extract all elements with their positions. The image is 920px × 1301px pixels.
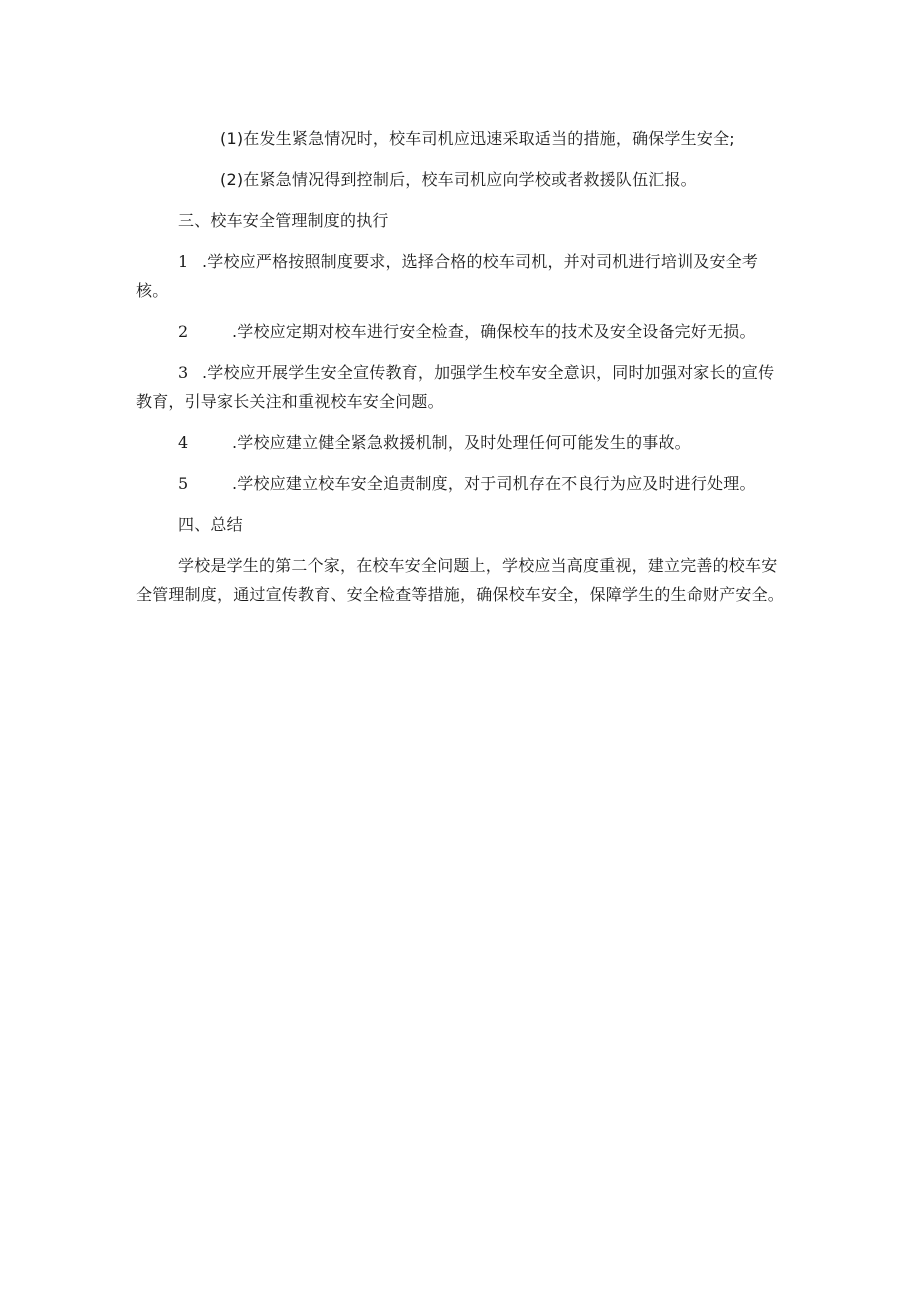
document-body	[136, 124, 784, 609]
list-item-1	[136, 247, 784, 305]
summary-paragraph: 学校是学生的第二个家，在校车安全问题上，学校应当高度重视，建立完善的校车安全管理制度，通过宣传教育、安全检查等措施，确保校车安全，保障学生的生命财产安全。	[136, 556, 785, 604]
list-item-text: .学校应建立健全紧急救援机制，及时处理任何可能发生的事故。	[232, 433, 691, 452]
list-item-number: 1	[178, 252, 189, 271]
list-item-number: 3	[178, 363, 189, 382]
sub-item-2	[136, 165, 784, 194]
list-item-2	[136, 317, 784, 346]
list-item-text: .学校应开展学生安全宣传教育，加强学生校车安全意识，同时加强对家长的宣传教育，引导家长关注和重视校车安全问题。	[136, 363, 775, 411]
list-item-3	[136, 358, 784, 416]
sub-item-marker: (1)	[220, 129, 244, 148]
list-item-text: .学校应严格按照制度要求，选择合格的校车司机，并对司机进行培训及安全考核。	[136, 252, 759, 300]
section-4-heading: 四、总结	[178, 515, 243, 534]
list-item-5	[136, 469, 784, 498]
list-item-number: 2	[178, 322, 189, 341]
sub-item-text: 在紧急情况得到控制后，校车司机应向学校或者救援队伍汇报。	[243, 170, 697, 189]
sub-item-text: 在发生紧急情况时，校车司机应迅速采取适当的措施，确保学生安全;	[243, 129, 735, 148]
list-item-number: 5	[178, 474, 189, 493]
sub-item-1	[136, 124, 784, 153]
list-item-text: .学校应定期对校车进行安全检查，确保校车的技术及安全设备完好无损。	[232, 322, 756, 341]
section-3-heading: 三、校车安全管理制度的执行	[178, 211, 389, 230]
list-item-number: 4	[178, 433, 189, 452]
sub-item-marker: (2)	[220, 170, 244, 189]
list-item-4	[136, 428, 784, 457]
list-item-text: .学校应建立校车安全追责制度，对于司机存在不良行为应及时进行处理。	[232, 474, 756, 493]
